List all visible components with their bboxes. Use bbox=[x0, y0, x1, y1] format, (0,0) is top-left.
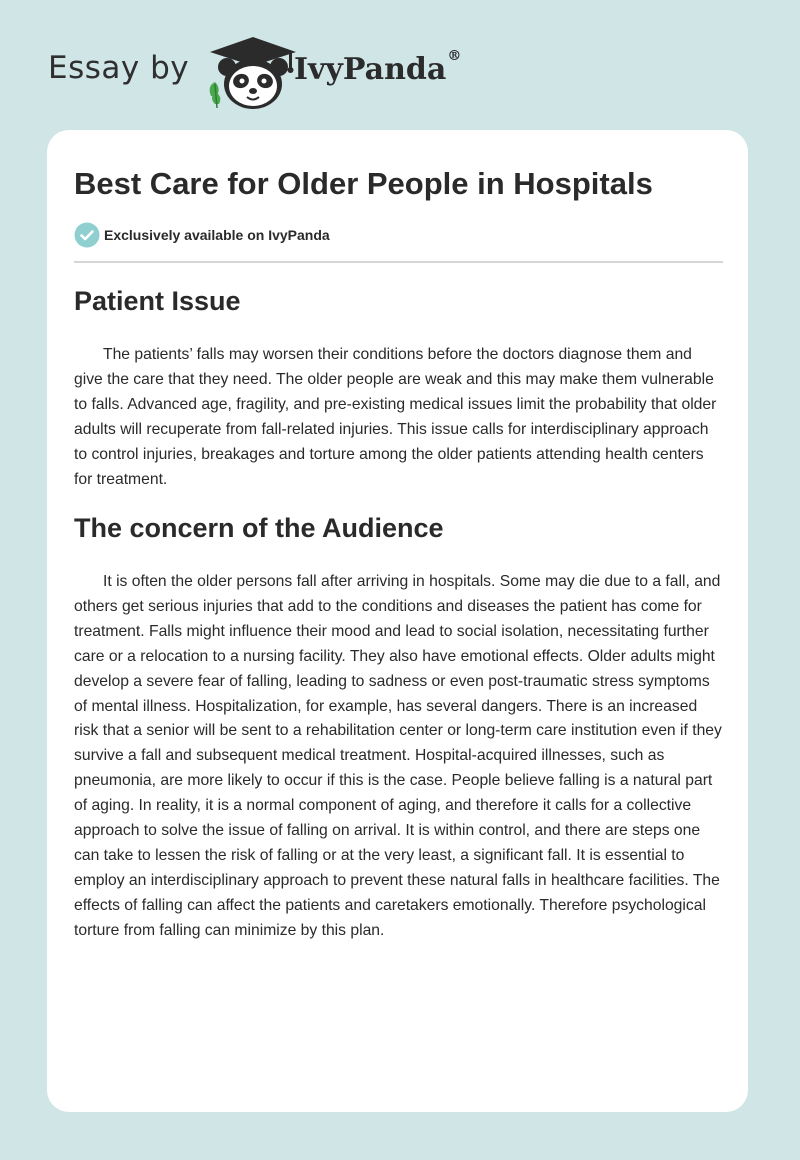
registered-mark: ® bbox=[447, 48, 462, 64]
essay-title: Best Care for Older People in Hospitals bbox=[74, 166, 653, 201]
exclusive-badge bbox=[74, 222, 330, 248]
brand-name: IvyPanda® bbox=[294, 48, 462, 87]
title-divider bbox=[74, 261, 723, 263]
section-body-patient-issue: The patients’ falls may worsen their conditions before the doctors diagnose them and give the care that they need. The older people are weak and this may make them vulnerable to falls. Advanced age, fragility, and pre-existing medical issues limit the probability that older adults will recuperate from fall-related injuries. This issue calls for interdisciplinary approach to control injuries, breakages and torture among the older patients attending health centers for treatment. bbox=[74, 346, 717, 488]
site-header bbox=[48, 34, 508, 114]
essay-by-label: Essay by bbox=[48, 50, 190, 86]
section-body-audience-concern: It is often the older persons fall after arriving in hospitals. Some may die due to a fall, and others get serious injuries that add to the conditions and diseases the patient has come for treatment. Falls might influence their mood and lead to social isolation, necessitating further care or a relocation to a nursing facility. They also have emotional effects. Older adults might develop a severe fear of falling, leading to sadness or even post-traumatic stress symptoms of mental illness. Hospitalization, for example, has several dangers. There is an increased risk that a senior will be sent to a rehabilitation center or long-term care institution even if they survive a fall and subsequent medical treatment. Hospital-acquired illnesses, such as pneumonia, are more likely to occur if this is the case. People believe falling is a natural part of aging. In reality, it is a normal component of aging, and therefore it calls for a collective approach to solve the issue of falling on arrival. It is within control, and there are steps one can take to lessen the risk of falling or at the very least, a significant fall. It is essential to employ an interdisciplinary approach to prevent these natural falls in healthcare facilities. The effects of falling can affect the patients and caretakers emotionally. Therefore psychological torture from falling can minimize by this plan. bbox=[74, 573, 722, 939]
check-circle-icon bbox=[74, 222, 100, 248]
essay-card bbox=[47, 130, 748, 1112]
section-heading-audience-concern: The concern of the Audience bbox=[74, 513, 444, 543]
section-heading-patient-issue: Patient Issue bbox=[74, 286, 241, 316]
ivypanda-logo-icon bbox=[203, 34, 303, 110]
exclusive-badge-text: Exclusively available on IvyPanda bbox=[104, 227, 330, 243]
